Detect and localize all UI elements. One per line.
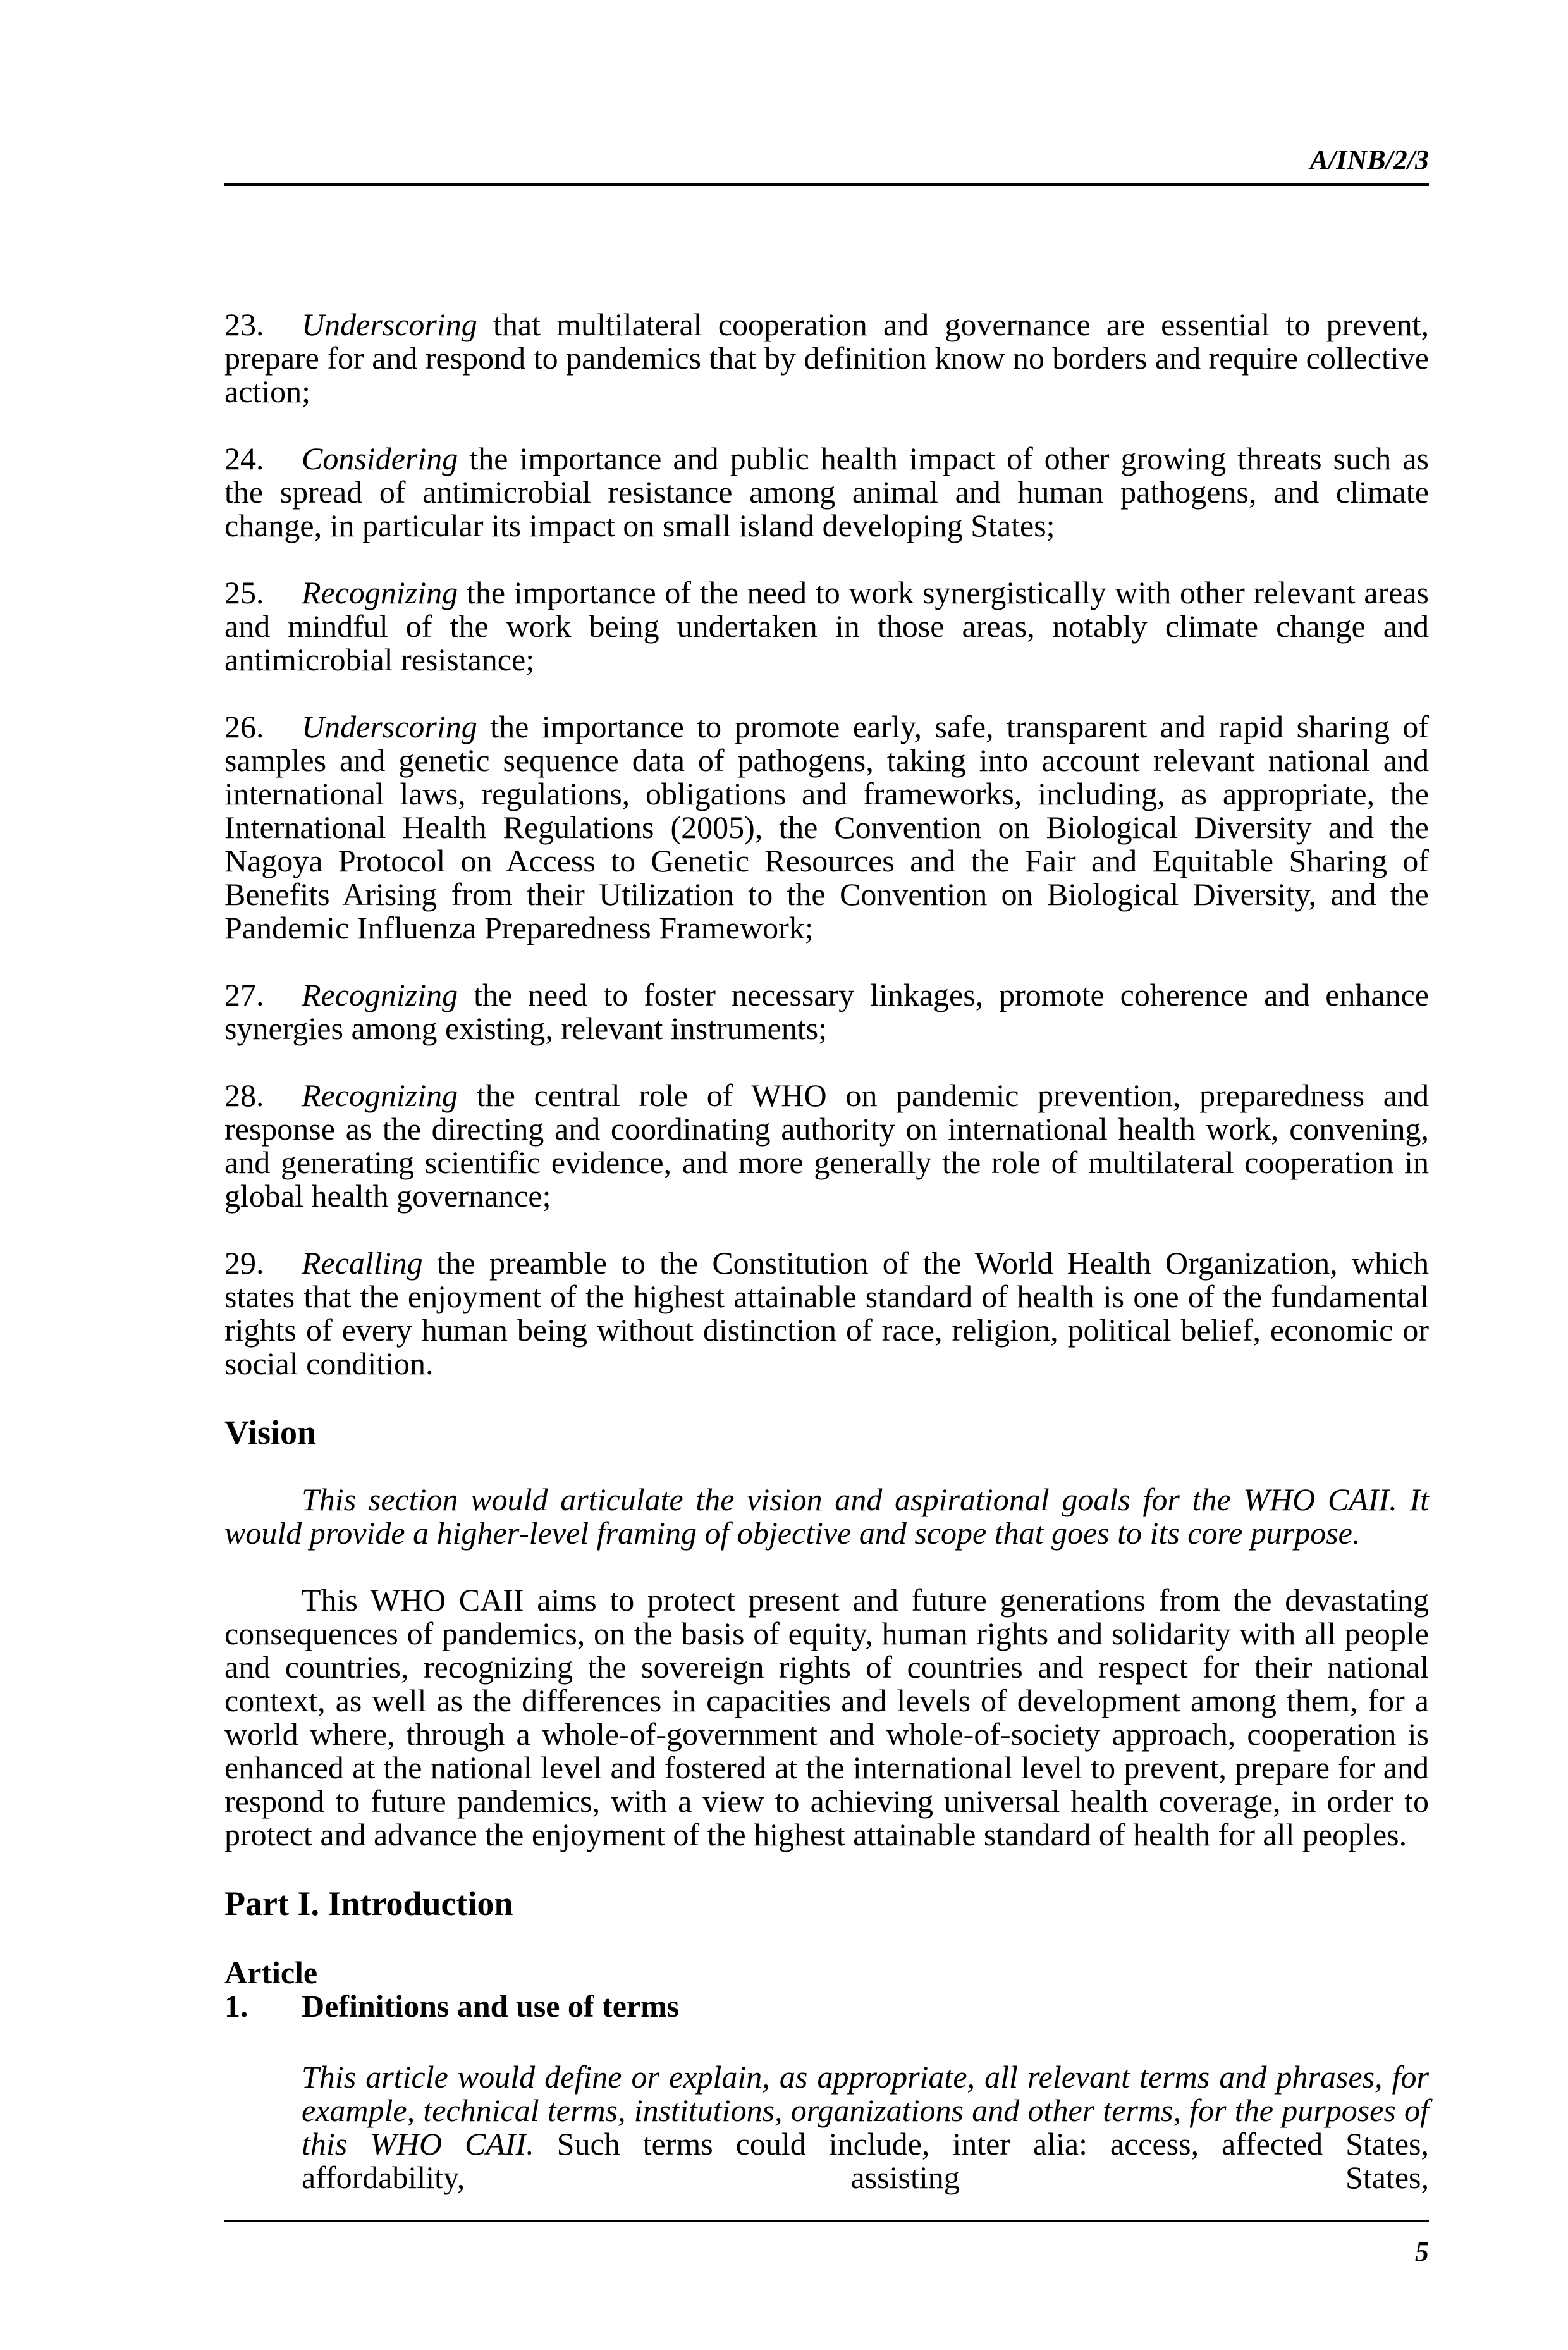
paragraph-lead: Recognizing [302,977,458,1012]
preamble-paragraph [224,1246,1429,1381]
paragraph-text: the importance to promote early, safe, transparent and rapid sharing of samples and genetic sequence data of pathogens, taking into account relevant national and international laws, regulations, obligations and frameworks, including, as appropriate, the International Health Regulations (2005), the Convention on Biological Diversity and the Nagoya Protocol on Access to Genetic Resources and the Fair and Equitable Sharing of Benefits Arising from their Utilization to the Convention on Biological Diversity, and the Pandemic Influenza Preparedness Framework; [224,709,1429,945]
article-heading [224,1956,1429,2023]
paragraph-lead: Considering [302,441,458,476]
paragraph-number: 29. [224,1245,264,1281]
document-symbol: A/INB/2/3 [1309,144,1429,175]
paragraph-lead: Underscoring [302,709,477,744]
vision-note: This section would articulate the vision and aspirational goals for the WHO CAII. It would provide a higher-level framing of objective and scope that goes to its core purpose. [224,1482,1429,1551]
paragraph-text: the need to foster necessary linkages, promote coherence and enhance synergies among existing, relevant instruments; [224,977,1429,1046]
paragraph-text: the preamble to the Constitution of the World Health Organization, which states that the enjoyment of the highest attainable standard of health is one of the fundamental rights of every human being without distinction of race, religion, political belief, economic or social condition. [224,1245,1429,1381]
paragraph-number: 28. [224,1078,264,1113]
paragraph-lead: Recognizing [302,1078,458,1113]
preamble-paragraph [224,308,1429,409]
part-heading: Part I. Introduction [224,1885,513,1922]
article-number: Article 1. [224,1955,318,2024]
page-footer [224,2194,1429,2268]
preamble-paragraph [224,442,1429,543]
paragraph-text: that multilateral cooperation and governance are essential to prevent, prepare for and respond to pandemics that by definition know no borders and require collective action; [224,307,1429,409]
header-rule [224,183,1429,186]
page-body [224,308,1429,2194]
preamble-paragraph [224,576,1429,677]
vision-text: This WHO CAII aims to protect present and future generations from the devastating consequences of pandemics, on the basis of equity, human rights and solidarity with all people and countries, recognizing the sovereign rights of countries and respect for their national context, as well as the differences in capacities and levels of development among them, for a world where, through a whole-of-government and whole-of-society approach, cooperation is enhanced at the national level and fostered at the international level to prevent, prepare for and respond to future pandemics, with a view to achieving universal health coverage, in order to protect and advance the enjoyment of the highest attainable standard of health for all peoples. [224,1582,1429,1852]
paragraph-number: 23. [224,307,264,342]
preamble-paragraph [224,978,1429,1045]
paragraph-text: the importance of the need to work synergistically with other relevant areas and mindful of the work being undertaken in those areas, notably climate change and antimicrobial resistance; [224,575,1429,677]
paragraph-number: 26. [224,709,264,744]
preamble-paragraphs [224,308,1429,1381]
article-paragraph [302,2060,1429,2194]
article-text: Such terms could include, inter alia: access, affected States, affordability, assisting States, [302,2126,1429,2195]
paragraph-number: 27. [224,977,264,1012]
article-title: Definitions and use of terms [302,1988,680,2024]
paragraph-text: the importance and public health impact of other growing threats such as the spread of antimicrobial resistance among animal and human pathogens, and climate change, in particular its impact on small island developing States; [224,441,1429,543]
preamble-paragraph [224,1079,1429,1213]
paragraph-number: 24. [224,441,264,476]
footer-rule [224,2220,1429,2222]
paragraph-number: 25. [224,575,264,610]
article-note: This article would define or explain, as appropriate, all relevant terms and phrases, for example, technical terms, institutions, organizations and other terms, for the purposes of this WHO CAII. [302,2059,1429,2162]
paragraph-lead: Underscoring [302,307,477,342]
paragraph-lead: Recalling [302,1245,423,1281]
page-number: 5 [1415,2236,1429,2267]
preamble-paragraph [224,710,1429,945]
vision-heading: Vision [224,1413,317,1451]
paragraph-text: the central role of WHO on pandemic prevention, preparedness and response as the directing and coordinating authority on international health work, convening, and generating scientific evidence, and more generally the role of multilateral cooperation in global health governance; [224,1078,1429,1214]
paragraph-lead: Recognizing [302,575,458,610]
